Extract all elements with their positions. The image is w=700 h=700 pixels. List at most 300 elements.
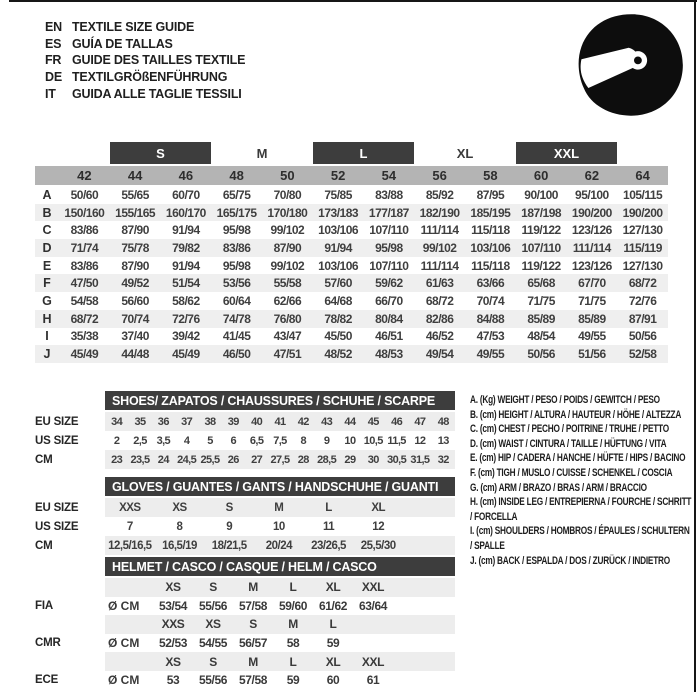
size-value: 83/86 xyxy=(70,223,99,238)
size-value: 78/82 xyxy=(324,311,352,326)
size-value: 85/89 xyxy=(527,311,555,326)
helmet-value: 55/56 xyxy=(198,673,228,688)
size-value: 127/130 xyxy=(622,223,663,238)
table-row xyxy=(35,412,455,431)
size-value: 91/94 xyxy=(172,223,200,238)
size-value: 95/98 xyxy=(222,223,251,238)
helmet-value: 57/58 xyxy=(238,598,268,613)
language-row xyxy=(45,69,245,86)
cell-value: 37 xyxy=(181,415,193,428)
size-group-xxl: XXL xyxy=(516,142,618,164)
unit-spacer xyxy=(105,652,153,671)
unit-label: Ø CM xyxy=(108,673,140,688)
helmet-value: 59/60 xyxy=(278,598,308,613)
language-label: TEXTILGRÖßENFÜHRUNG xyxy=(72,70,228,85)
row-letter: I xyxy=(45,329,49,344)
helmet-value: 55/56 xyxy=(198,598,228,613)
size-row-F xyxy=(35,274,668,292)
size-value: 95/98 xyxy=(375,240,403,255)
size-value: 95/98 xyxy=(222,258,251,273)
size-value: 58/62 xyxy=(172,293,200,308)
helmet-value: 61 xyxy=(366,673,380,688)
size-value: 68/72 xyxy=(628,276,657,291)
size-value: 47/50 xyxy=(70,276,99,291)
language-row xyxy=(45,52,245,69)
cell-value: XL xyxy=(371,501,386,514)
unit-label: Ø CM xyxy=(108,636,140,651)
size-value: 44/48 xyxy=(121,347,149,362)
helmet-value: 58 xyxy=(286,636,300,651)
size-value: 190/200 xyxy=(571,205,612,220)
size-row-E xyxy=(35,257,668,275)
size-value: 51/56 xyxy=(578,347,606,362)
size-value: 48/54 xyxy=(527,329,555,344)
row-label-spacer xyxy=(35,652,105,671)
cell-value: 6 xyxy=(230,434,237,447)
cell-value: 25,5/30 xyxy=(360,539,396,552)
cell-value: 7 xyxy=(126,520,133,533)
size-value: 111/114 xyxy=(420,258,459,273)
helmet-size-label: M xyxy=(288,617,298,632)
helmet-size-label: S xyxy=(249,617,257,632)
cell-value: L xyxy=(325,501,332,514)
row-label: US SIZE xyxy=(35,520,79,533)
size-number-row xyxy=(35,166,668,185)
language-title-list xyxy=(45,19,245,102)
language-code: EN xyxy=(45,20,62,35)
language-code: ES xyxy=(45,36,62,51)
size-value: 71/75 xyxy=(527,293,555,308)
cell-value: 18/21,5 xyxy=(211,539,247,552)
helmet-value: 57/58 xyxy=(238,673,268,688)
size-value: 76/80 xyxy=(273,311,302,326)
size-number: 48 xyxy=(229,168,244,183)
size-value: 57/60 xyxy=(324,276,352,291)
cell-value: 9 xyxy=(226,520,233,533)
size-number: 44 xyxy=(127,168,143,183)
size-row-D xyxy=(35,239,668,257)
size-group-xl: XL xyxy=(456,145,474,161)
size-row-I xyxy=(35,328,668,346)
size-value: 150/160 xyxy=(64,205,105,220)
size-value: 62/66 xyxy=(273,293,302,308)
size-value: 103/106 xyxy=(318,223,359,238)
size-value: 46/52 xyxy=(425,329,454,344)
size-row-J xyxy=(35,345,668,363)
size-value: 43/47 xyxy=(273,329,302,344)
gloves-table xyxy=(35,477,455,555)
accessory-tables xyxy=(35,391,455,690)
helmet-size-label: XS xyxy=(165,580,181,595)
size-value: 165/175 xyxy=(216,205,257,220)
size-value: 185/195 xyxy=(470,205,511,220)
cell-value: 12 xyxy=(372,520,385,533)
size-number: 50 xyxy=(280,168,295,183)
right-border-line xyxy=(694,0,696,692)
size-value: 63/66 xyxy=(476,276,505,291)
language-code: DE xyxy=(45,70,62,85)
size-value: 50/60 xyxy=(70,187,99,202)
helmet-size-row xyxy=(35,652,455,671)
table-row xyxy=(35,517,455,536)
size-value: 127/130 xyxy=(622,258,663,273)
helmet-value: 63/64 xyxy=(358,598,388,613)
size-value: 187/198 xyxy=(521,205,562,220)
table-row xyxy=(35,431,455,450)
cell-value: XS xyxy=(172,501,187,514)
cell-value: 31,5 xyxy=(410,453,430,466)
table-row xyxy=(35,450,455,469)
size-value: 75/85 xyxy=(324,187,352,202)
size-value: 99/102 xyxy=(270,223,305,238)
unit-spacer xyxy=(105,615,153,634)
size-value: 51/54 xyxy=(172,276,200,291)
cell-value: 48 xyxy=(437,415,449,428)
cell-value: 4 xyxy=(183,434,190,447)
legend-item: A. (Kg) WEIGHT / PESO / POIDS / GEWITCH / PESO xyxy=(470,394,660,406)
cell-value: 11 xyxy=(322,520,335,533)
cell-value: 24,5 xyxy=(177,453,197,466)
size-value: 80/84 xyxy=(375,311,403,326)
size-value: 55/65 xyxy=(121,187,149,202)
size-value: 45/49 xyxy=(70,347,99,362)
cell-value: 12,5/16,5 xyxy=(108,539,152,552)
size-value: 41/45 xyxy=(222,329,251,344)
cell-value: 44 xyxy=(344,415,356,428)
racing-helmet-icon xyxy=(572,12,690,118)
size-value: 50/56 xyxy=(527,347,555,362)
cell-value: 32 xyxy=(437,453,449,466)
size-value: 37/40 xyxy=(121,329,149,344)
table-row xyxy=(35,498,455,517)
cell-value: 23 xyxy=(111,453,123,466)
size-value: 55/58 xyxy=(273,276,302,291)
size-value: 61/63 xyxy=(425,276,454,291)
helmet-value: 60 xyxy=(326,673,340,688)
helmet-size-label: XS xyxy=(205,617,221,632)
size-value: 56/60 xyxy=(121,293,149,308)
cell-value: 47 xyxy=(414,415,426,428)
cell-value: 28 xyxy=(297,453,309,466)
cell-value: 10,5 xyxy=(363,434,383,447)
cell-value: 8 xyxy=(300,434,307,447)
size-value: 107/110 xyxy=(369,223,409,238)
letter-col-spacer xyxy=(35,166,59,185)
helmet-size-label: XL xyxy=(325,580,341,595)
size-value: 87/90 xyxy=(273,240,302,255)
size-number: 62 xyxy=(584,168,600,183)
helmet-value-row xyxy=(35,634,455,653)
helmet-size-label: S xyxy=(209,580,217,595)
legend-item: G. (cm) ARM / BRAZO / BRAS / ARM / BRACCIO xyxy=(470,481,647,494)
helmet-size-label: XXL xyxy=(361,580,385,595)
cell-value: 5 xyxy=(207,434,213,447)
helmet-size-row xyxy=(35,578,455,597)
size-value: 48/52 xyxy=(324,347,352,362)
cell-value: 40 xyxy=(251,415,263,428)
cell-value: 25,5 xyxy=(200,453,220,466)
language-row xyxy=(45,36,245,53)
size-value: 68/72 xyxy=(70,311,99,326)
helmet-value-row xyxy=(35,597,455,616)
helmet-table xyxy=(35,557,455,690)
size-value: 35/38 xyxy=(70,329,99,344)
size-value: 87/90 xyxy=(121,258,149,273)
size-value: 48/53 xyxy=(375,347,403,362)
size-group-m: M xyxy=(256,145,268,161)
size-value: 84/88 xyxy=(476,311,505,326)
size-value: 72/76 xyxy=(628,293,657,308)
row-label-spacer xyxy=(35,578,105,597)
language-label: GUÍA DE TALLAS xyxy=(72,36,173,51)
helmet-size-label xyxy=(353,615,393,634)
cell-value: 20/24 xyxy=(265,539,292,552)
helmet-size-label: XXL xyxy=(361,654,385,669)
size-value: 83/86 xyxy=(222,240,251,255)
cell-value: 7,5 xyxy=(273,434,287,447)
size-value: 91/94 xyxy=(172,258,200,273)
size-value: 83/86 xyxy=(70,258,99,273)
size-value: 60/70 xyxy=(172,187,200,202)
cell-value: 41 xyxy=(274,415,286,428)
row-letter: H xyxy=(42,311,52,326)
cell-value: 30 xyxy=(367,453,379,466)
measurement-rows xyxy=(35,186,668,363)
size-value: 115/118 xyxy=(471,258,510,273)
legend-item: F. (cm) TIGH / MUSLO / CUISSE / SCHENKEL / COSCIA xyxy=(470,466,673,479)
size-value: 111/114 xyxy=(572,240,611,255)
cell-value: 12 xyxy=(414,434,426,447)
table-row xyxy=(35,536,455,555)
size-value: 103/106 xyxy=(318,258,359,273)
cell-value: 23,5 xyxy=(130,453,150,466)
size-value: 50/56 xyxy=(628,329,657,344)
cell-value: S xyxy=(225,501,233,514)
cell-value: 2 xyxy=(113,434,120,447)
row-letter: G xyxy=(42,293,52,308)
size-value: 49/55 xyxy=(578,329,606,344)
size-value: 68/72 xyxy=(425,293,454,308)
helmet-size-label: L xyxy=(329,617,337,632)
size-value: 83/88 xyxy=(375,187,403,202)
size-value: 107/110 xyxy=(369,258,409,273)
cell-value: 24 xyxy=(157,453,169,466)
size-value: 190/200 xyxy=(622,205,663,220)
size-value: 115/119 xyxy=(623,240,662,255)
language-label: TEXTILE SIZE GUIDE xyxy=(72,20,195,35)
size-value: 170/180 xyxy=(267,205,308,220)
helmet-size-label: XL xyxy=(325,654,341,669)
size-row-H xyxy=(35,310,668,328)
size-value: 105/115 xyxy=(623,187,663,202)
size-group-s: S xyxy=(110,142,212,164)
size-value: 65/75 xyxy=(222,187,251,202)
size-value: 182/190 xyxy=(419,205,460,220)
size-number: 54 xyxy=(381,168,397,183)
size-number: 56 xyxy=(432,168,447,183)
size-value: 65/68 xyxy=(527,276,555,291)
size-value: 71/75 xyxy=(578,293,606,308)
size-value: 82/86 xyxy=(425,311,454,326)
cell-value: 29 xyxy=(344,453,356,466)
size-group-l: L xyxy=(313,142,415,164)
size-row-B xyxy=(35,204,668,222)
size-value: 74/78 xyxy=(222,311,251,326)
size-value: 160/170 xyxy=(165,205,206,220)
size-value: 70/74 xyxy=(476,293,505,308)
size-value: 87/95 xyxy=(476,187,505,202)
row-letter: D xyxy=(42,240,52,255)
shoes-section-title: SHOES/ ZAPATOS / CHAUSSURES / SCHUHE / SCARPE xyxy=(105,391,455,410)
helmet-value: 53 xyxy=(166,673,180,688)
cell-value: XXS xyxy=(119,501,141,514)
size-number: 60 xyxy=(533,168,549,183)
size-value: 90/100 xyxy=(524,187,558,202)
helmet-value: 54/55 xyxy=(198,636,228,651)
size-value: 99/102 xyxy=(270,258,305,273)
size-value: 115/118 xyxy=(471,223,510,238)
cell-value: 10 xyxy=(272,520,285,533)
top-border-line xyxy=(9,0,697,2)
helmet-section-title: HELMET / CASCO / CASQUE / HELM / CASCO xyxy=(105,557,455,576)
size-value: 107/110 xyxy=(521,240,561,255)
cell-value: 2,5 xyxy=(133,434,147,447)
language-label: GUIDE DES TAILLES TEXTILE xyxy=(72,53,246,68)
size-value: 54/58 xyxy=(70,293,99,308)
size-value: 64/68 xyxy=(324,293,352,308)
language-row xyxy=(45,85,245,102)
row-letter: F xyxy=(43,276,51,291)
row-label: CM xyxy=(35,539,53,552)
size-value: 46/50 xyxy=(222,347,251,362)
size-value: 53/56 xyxy=(222,276,251,291)
size-value: 66/70 xyxy=(375,293,403,308)
size-value: 60/64 xyxy=(222,293,251,308)
cell-value: 46 xyxy=(391,415,403,428)
size-value: 45/50 xyxy=(324,329,352,344)
language-label: GUIDA ALLE TAGLIE TESSILI xyxy=(72,86,242,101)
cell-value: 8 xyxy=(176,520,183,533)
cell-value: 27,5 xyxy=(270,453,290,466)
size-value: 85/92 xyxy=(425,187,454,202)
size-row-G xyxy=(35,292,668,310)
helmet-size-label: M xyxy=(248,654,258,669)
row-letter: J xyxy=(43,347,51,362)
size-number: 58 xyxy=(483,168,498,183)
helmet-size-label: L xyxy=(289,654,297,669)
size-value: 49/54 xyxy=(425,347,454,362)
cell-value: 43 xyxy=(321,415,333,428)
cell-value: 39 xyxy=(227,415,239,428)
cell-value: 28,5 xyxy=(317,453,337,466)
cell-value: 23/26,5 xyxy=(311,539,346,552)
helmet-value: 59 xyxy=(286,673,300,688)
cell-value: 42 xyxy=(297,415,309,428)
size-value: 75/78 xyxy=(121,240,149,255)
size-value: 70/74 xyxy=(121,311,149,326)
cell-value: 16,5/19 xyxy=(162,539,197,552)
cell-value: 11,5 xyxy=(387,434,406,447)
size-value: 173/183 xyxy=(318,205,359,220)
legend-item: B. (cm) HEIGHT / ALTURA / HAUTEUR / HÖHE / ALTEZZA xyxy=(470,408,682,421)
row-letter: E xyxy=(42,258,52,273)
size-value: 177/187 xyxy=(368,205,409,220)
language-row xyxy=(45,19,245,36)
legend-item: H. (cm) INSIDE LEG / ENTREPIERNA / FOURCHE / SCHRITT / FORCELLA xyxy=(470,496,692,523)
size-number: 42 xyxy=(77,168,92,183)
main-size-table xyxy=(35,142,668,363)
cell-value: 10 xyxy=(344,434,356,447)
size-value: 155/165 xyxy=(115,205,156,220)
helmet-size-label: L xyxy=(289,580,297,595)
size-number: 46 xyxy=(178,168,194,183)
size-number: 64 xyxy=(635,168,650,183)
helmet-value: 59 xyxy=(326,636,340,651)
size-value: 123/126 xyxy=(571,258,612,273)
size-value: 46/51 xyxy=(375,329,403,344)
size-value: 45/49 xyxy=(172,347,200,362)
row-label: EU SIZE xyxy=(35,501,79,514)
helmet-value: 56/57 xyxy=(238,636,268,651)
helmet-value xyxy=(353,634,393,653)
helmet-size-label: XS xyxy=(165,654,181,669)
size-value: 95/100 xyxy=(575,187,609,202)
unit-label: Ø CM xyxy=(108,598,140,613)
cell-value: 45 xyxy=(367,415,379,428)
row-label: CM xyxy=(35,453,53,466)
legend-item: C. (cm) CHEST / PECHO / POITRINE / TRUHE / PETTO xyxy=(470,423,669,436)
size-value: 99/102 xyxy=(422,240,457,255)
size-value: 59/62 xyxy=(375,276,403,291)
helmet-value-row xyxy=(35,671,455,690)
size-value: 52/58 xyxy=(628,347,657,362)
row-letter: A xyxy=(42,187,52,202)
size-row-C xyxy=(35,221,668,239)
size-value: 123/126 xyxy=(571,223,612,238)
helmet-value: 52/53 xyxy=(158,636,188,651)
cell-value: 3,5 xyxy=(156,434,171,447)
size-value: 49/52 xyxy=(121,276,149,291)
cell-value: 6,5 xyxy=(249,434,264,447)
row-label: EU SIZE xyxy=(35,415,79,428)
cell-value: 34 xyxy=(111,415,123,428)
measurement-legend xyxy=(470,393,692,568)
language-code: FR xyxy=(45,53,62,68)
unit-spacer xyxy=(105,578,153,597)
size-number: 52 xyxy=(330,168,346,183)
cell-value: 27 xyxy=(251,453,263,466)
size-value: 49/55 xyxy=(476,347,505,362)
size-value: 70/80 xyxy=(273,187,302,202)
legend-item: I. (cm) SHOULDERS / HOMBROS / ÉPAULES / SCHULTERN / SPALLE xyxy=(470,525,690,552)
size-value: 103/106 xyxy=(470,240,511,255)
size-row-A xyxy=(35,186,668,204)
helmet-size-label: XXS xyxy=(161,617,185,632)
size-value: 47/53 xyxy=(476,329,505,344)
cell-value: 26 xyxy=(227,453,239,466)
legend-item: E. (cm) HIP / CADERA / HANCHE / HÜFTE / HIPS / BACINO xyxy=(470,452,686,465)
size-value: 39/42 xyxy=(172,329,200,344)
shoes-table xyxy=(35,391,455,469)
cell-value: 36 xyxy=(157,415,169,428)
size-value: 79/82 xyxy=(172,240,200,255)
cell-value: 13 xyxy=(437,434,449,447)
language-code: IT xyxy=(45,86,56,101)
size-group-header-row xyxy=(35,142,668,164)
standard-label-fia: FIA xyxy=(35,599,53,612)
size-value: 91/94 xyxy=(324,240,352,255)
helmet-size-label: M xyxy=(248,580,258,595)
